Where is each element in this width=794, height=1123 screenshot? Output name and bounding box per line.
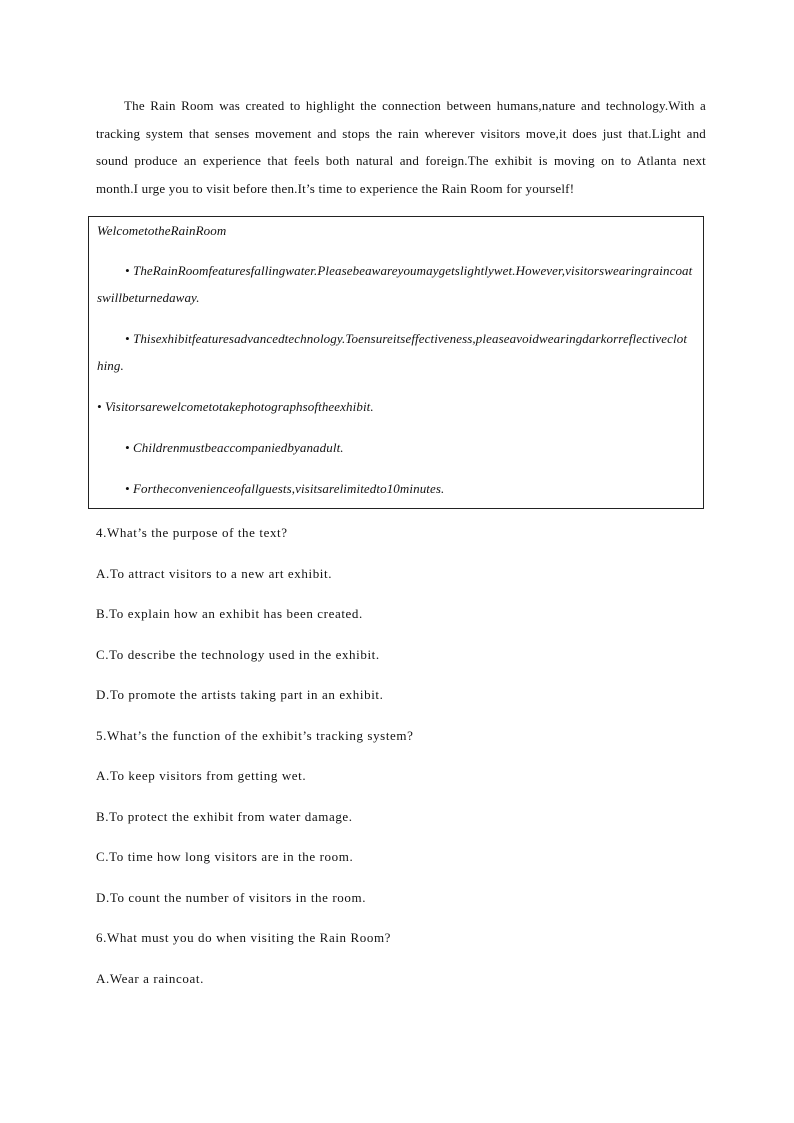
notice-rule: • Childrenmustbeaccompaniedbyanadult.: [125, 440, 344, 455]
notice-rule: • TheRainRoomfeaturesfallingwater.Pleasebeawareyoumaygetslightlywet.However,visitorswearingraincoatswillbeturnedaway.: [97, 263, 693, 305]
answer-option: A.Wear a raincoat.: [96, 970, 204, 986]
questions-section: [96, 523, 706, 989]
answer-option: B.To explain how an exhibit has been created.: [96, 606, 363, 621]
answer-option: A.To keep visitors from getting wet.: [96, 768, 307, 783]
notice-title: WelcometotheRainRoom: [97, 223, 227, 238]
answer-option: C.To time how long visitors are in the room.: [96, 849, 354, 864]
rain-room-notice-box: [88, 216, 704, 509]
question-stem: 6.What must you do when visiting the Rain Room?: [96, 930, 392, 945]
answer-option: D.To promote the artists taking part in an exhibit.: [96, 687, 384, 702]
question-stem: 5.What’s the function of the exhibit’s tracking system?: [96, 727, 414, 743]
notice-rule: • Thisexhibitfeaturesadvancedtechnology.Toensureitseffectiveness,pleaseavoidwearingdarkorreflectiveclothing.: [97, 331, 688, 373]
question-stem: 4.What’s the purpose of the text?: [96, 525, 288, 540]
passage-paragraph: The Rain Room was created to highlight the connection between humans,nature and technology.With a tracking system that senses movement and stops the rain wherever visitors move,it does just that.Light and sound produce an experience that feels both natural and foreign.The exhibit is moving on to Atlanta next month.I urge you to visit before then.It’s time to experience the Rain Room for yourself!: [96, 98, 706, 196]
answer-option: A.To attract visitors to a new art exhibit.: [96, 565, 333, 581]
answer-option: B.To protect the exhibit from water damage.: [96, 808, 353, 824]
document-page: [96, 92, 706, 1009]
notice-rule: • Visitorsarewelcometotakephotographsoftheexhibit.: [97, 399, 374, 414]
answer-option: D.To count the number of visitors in the room.: [96, 889, 367, 905]
answer-option: C.To describe the technology used in the exhibit.: [96, 646, 380, 662]
notice-rule: • Fortheconvenienceofallguests,visitsarelimitedto10minutes.: [125, 481, 445, 496]
